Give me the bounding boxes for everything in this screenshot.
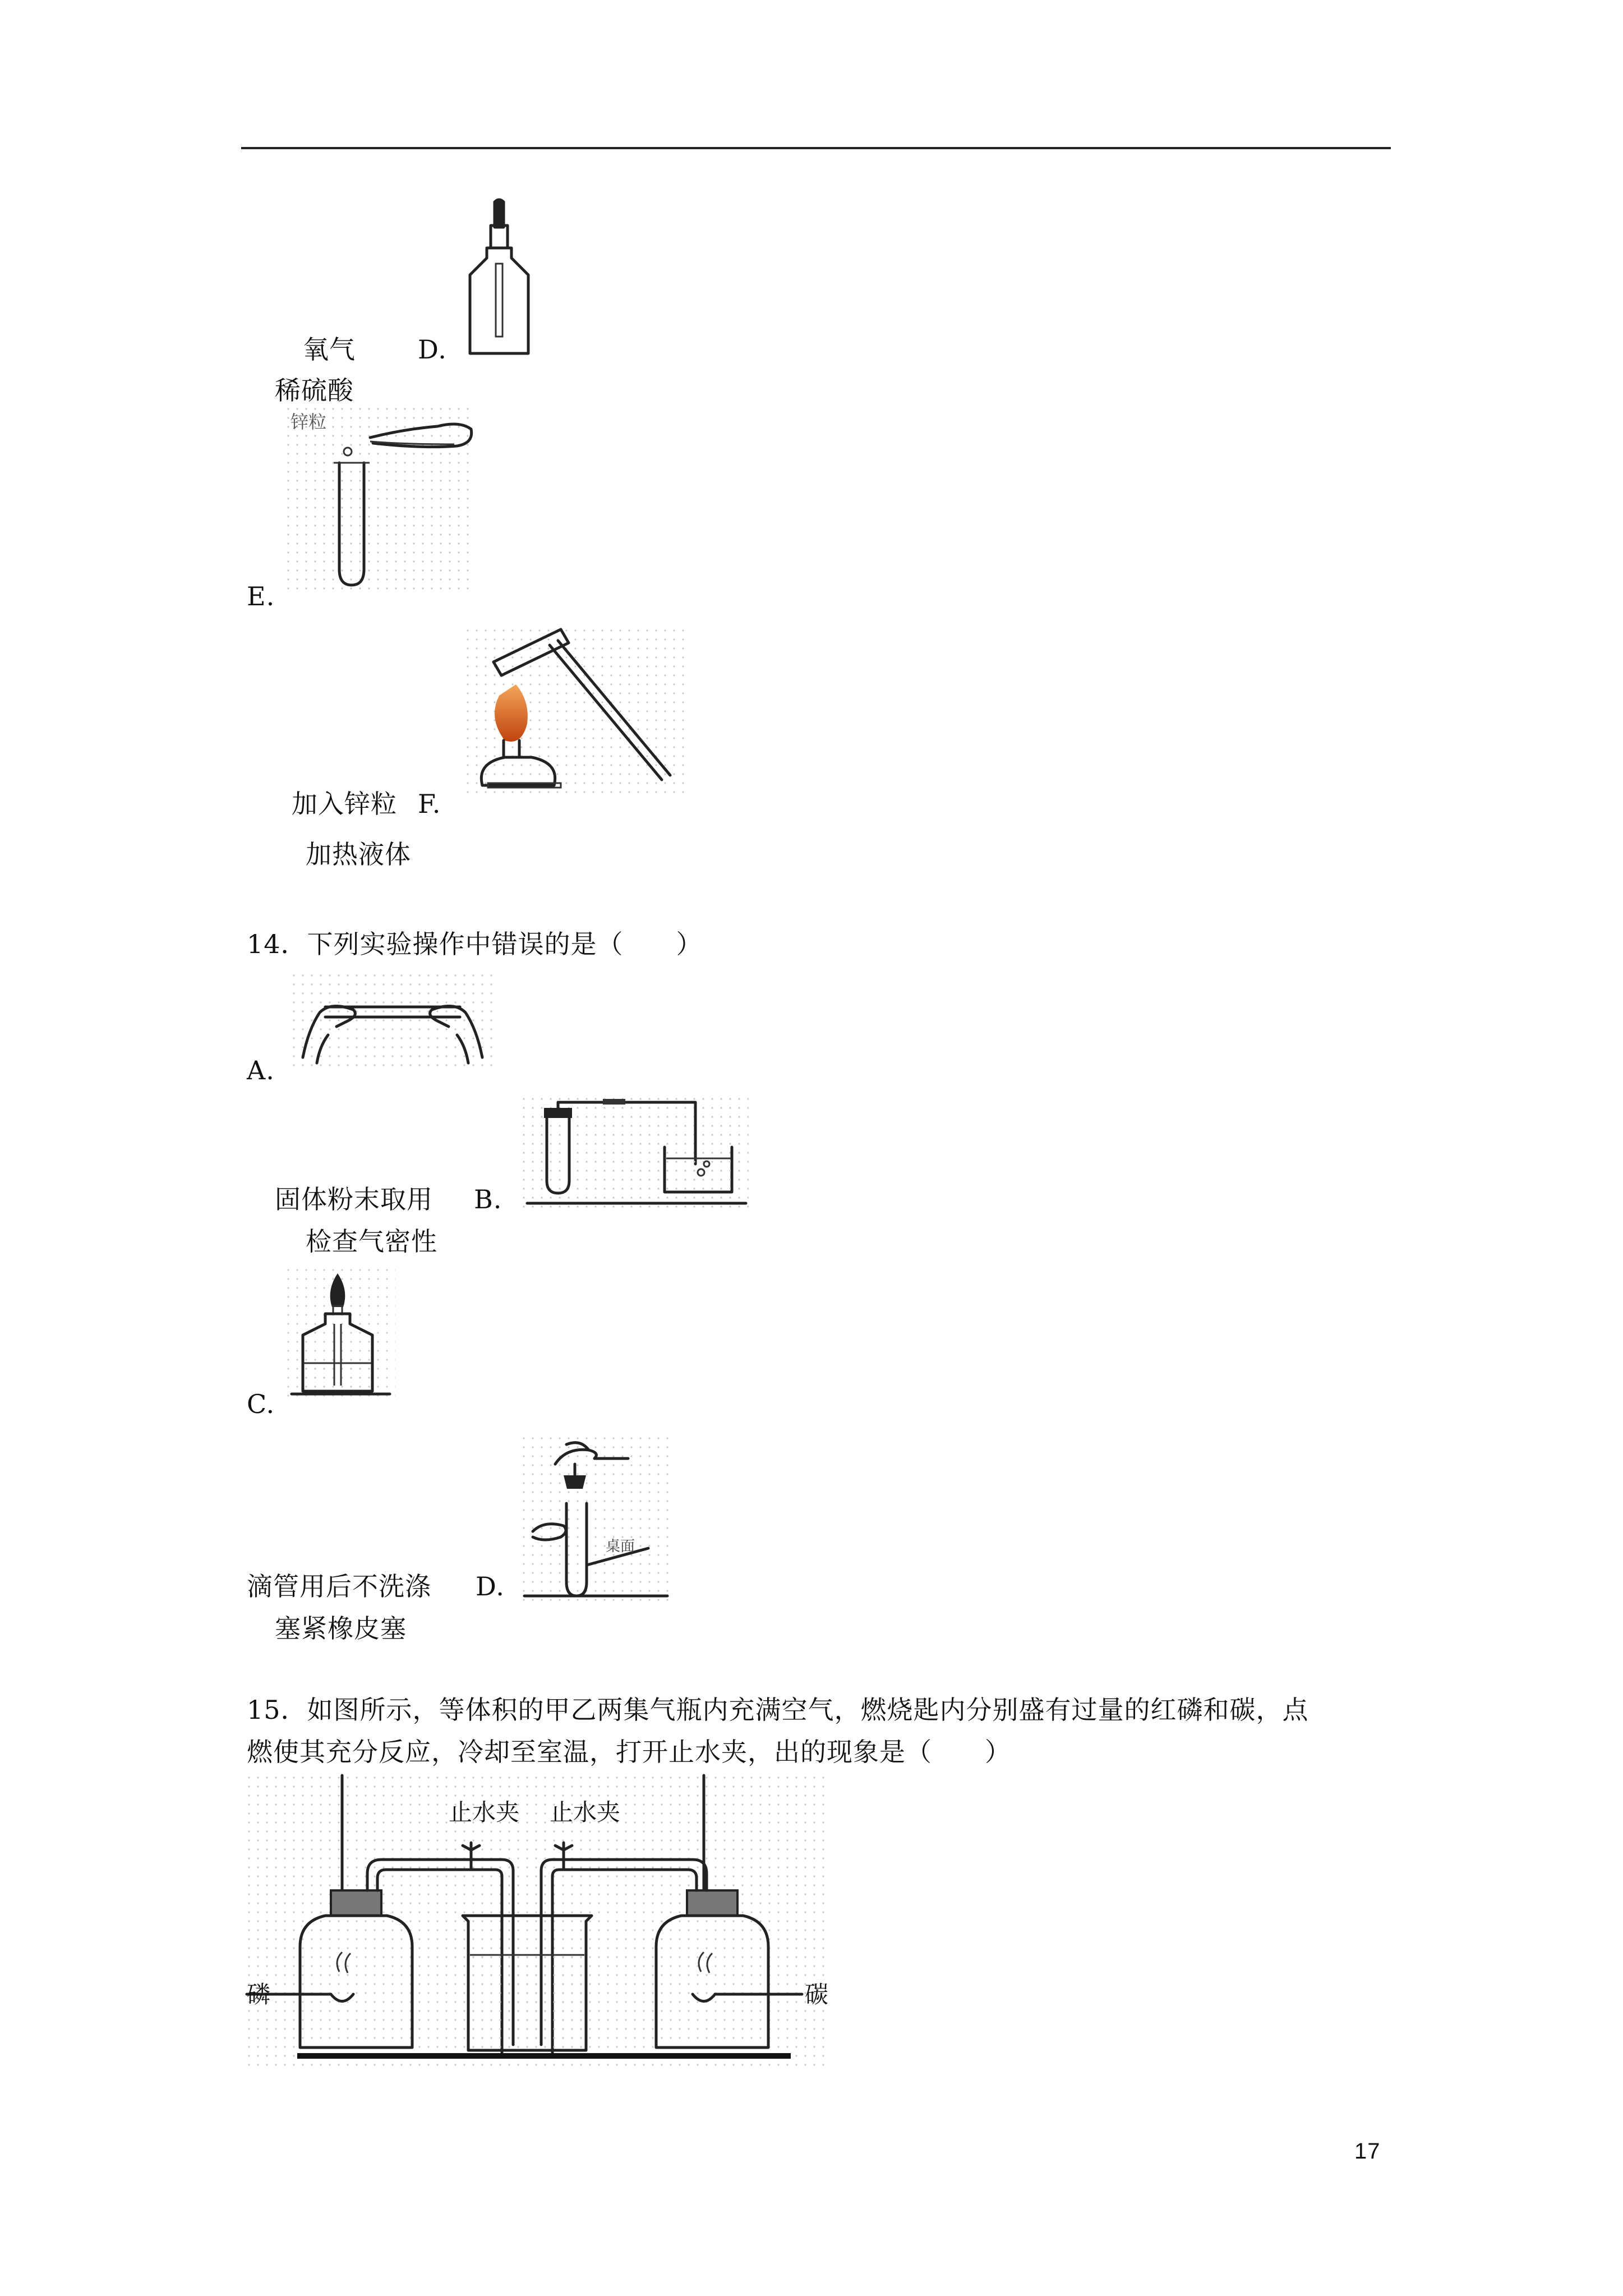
desk-tag: 桌面	[606, 1538, 635, 1555]
option-b-label: B.	[474, 1184, 502, 1214]
label-dilute-sulfuric-acid: 稀硫酸	[275, 375, 354, 406]
zinc-tag: 锌粒	[291, 411, 327, 432]
option-d-label: D.	[418, 334, 447, 365]
header-rule	[241, 147, 1391, 149]
rubber-stopper-figure	[522, 1436, 673, 1604]
clamp-right-label: 止水夹	[550, 1799, 621, 1825]
carbon-label: 碳	[805, 1981, 829, 2008]
option-a-label: A.	[247, 1055, 275, 1085]
label-airtightness: 检查气密性	[306, 1226, 437, 1257]
label-oxygen: 氧气	[303, 334, 356, 365]
label-powder-sampling: 固体粉末取用	[275, 1184, 433, 1214]
powder-sampling-figure	[292, 973, 499, 1069]
question-15-stem-line2: 燃使其充分反应，冷却至室温，打开止水夹，出的现象是（ ）	[247, 1737, 1011, 1767]
label-heat-liquid: 加热液体	[306, 839, 411, 869]
airtightness-check-figure	[522, 1097, 751, 1209]
clamp-left-label: 止水夹	[449, 1799, 520, 1825]
question-15-stem-line1: 15．如图所示，等体积的甲乙两集气瓶内充满空气，燃烧匙内分别盛有过量的红磷和碳，点	[247, 1695, 1309, 1725]
page-number: 17	[1354, 2139, 1381, 2164]
dropper-bottle-figure	[460, 196, 538, 359]
option-e-label: E.	[247, 581, 275, 611]
heating-liquid-figure	[465, 628, 690, 797]
question-14-stem: 14．下列实验操作中错误的是（ ）	[247, 929, 703, 959]
label-add-zinc: 加入锌粒	[292, 789, 397, 819]
dropper-in-bottle-figure	[286, 1268, 398, 1402]
phosphorus-label: 磷	[247, 1981, 271, 2008]
option-f-label: F.	[418, 789, 441, 819]
combustion-apparatus-figure	[247, 1775, 830, 2067]
option-c-label: C.	[247, 1389, 275, 1419]
label-dropper-not-washed: 滴管用后不洗涤	[247, 1571, 431, 1602]
zinc-test-tube-figure	[286, 407, 477, 592]
label-insert-stopper: 塞紧橡皮塞	[275, 1613, 407, 1644]
option-d-label-q14: D.	[476, 1571, 505, 1602]
